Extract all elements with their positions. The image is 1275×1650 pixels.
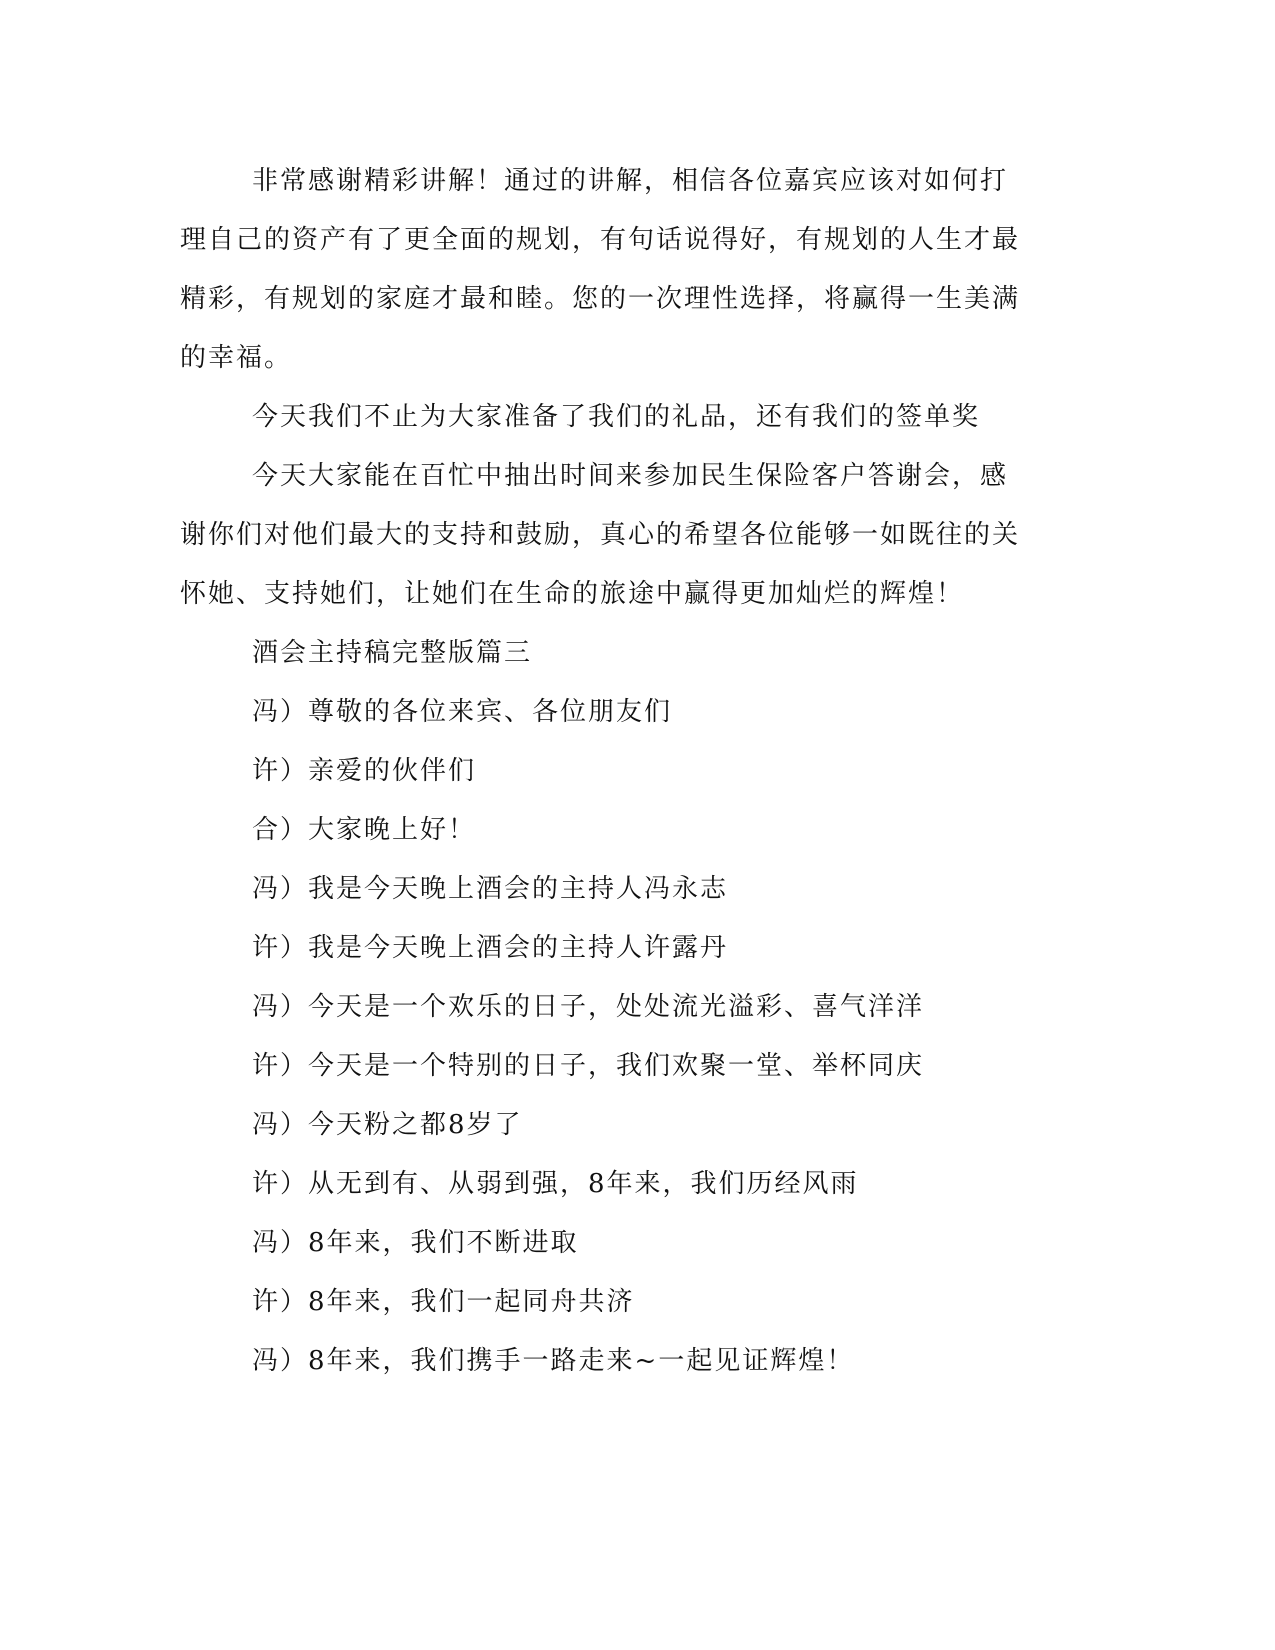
script-line: 冯）8年来，我们携手一路走来~一起见证辉煌！ [252, 1346, 855, 1376]
script-line: 冯）今天粉之都8岁了 [252, 1110, 523, 1140]
script-line: 许）今天是一个特别的日子，我们欢聚一堂、举杯同庆 [252, 1051, 925, 1081]
script-line: 冯）我是今天晚上酒会的主持人冯永志 [252, 874, 729, 904]
script-line: 许）从无到有、从弱到强，8年来，我们历经风雨 [252, 1169, 859, 1199]
paragraph-appreciation: 今天大家能在百忙中抽出时间来参加民生保险客户答谢会，感谢你们对他们最大的支持和鼓励，真心的希望各位能够一如既往的关怀她、支持她们，让她们在生命的旅途中赢得更加灿烂的辉煌！ [180, 461, 1021, 609]
script-line: 冯）今天是一个欢乐的日子，处处流光溢彩、喜气洋洋 [252, 992, 925, 1022]
script-line: 许）亲爱的伙伴们 [252, 756, 477, 786]
script-line: 合）大家晚上好！ [252, 815, 477, 845]
script-line: 冯）8年来，我们不断进取 [252, 1228, 579, 1258]
script-line: 许）我是今天晚上酒会的主持人许露丹 [252, 933, 729, 963]
section-title: 酒会主持稿完整版篇三 [252, 638, 533, 668]
paragraph-thanks: 非常感谢精彩讲解！通过的讲解，相信各位嘉宾应该对如何打理自己的资产有了更全面的规划，有句话说得好，有规划的人生才最精彩，有规划的家庭才最和睦。您的一次理性选择，将赢得一生美满的幸福。 [180, 166, 1021, 373]
paragraph-gifts: 今天我们不止为大家准备了我们的礼品，还有我们的签单奖 [252, 402, 981, 432]
script-line: 冯）尊敬的各位来宾、各位朋友们 [252, 697, 673, 727]
script-line: 许）8年来，我们一起同舟共济 [252, 1287, 635, 1317]
document-body [180, 152, 1035, 1391]
